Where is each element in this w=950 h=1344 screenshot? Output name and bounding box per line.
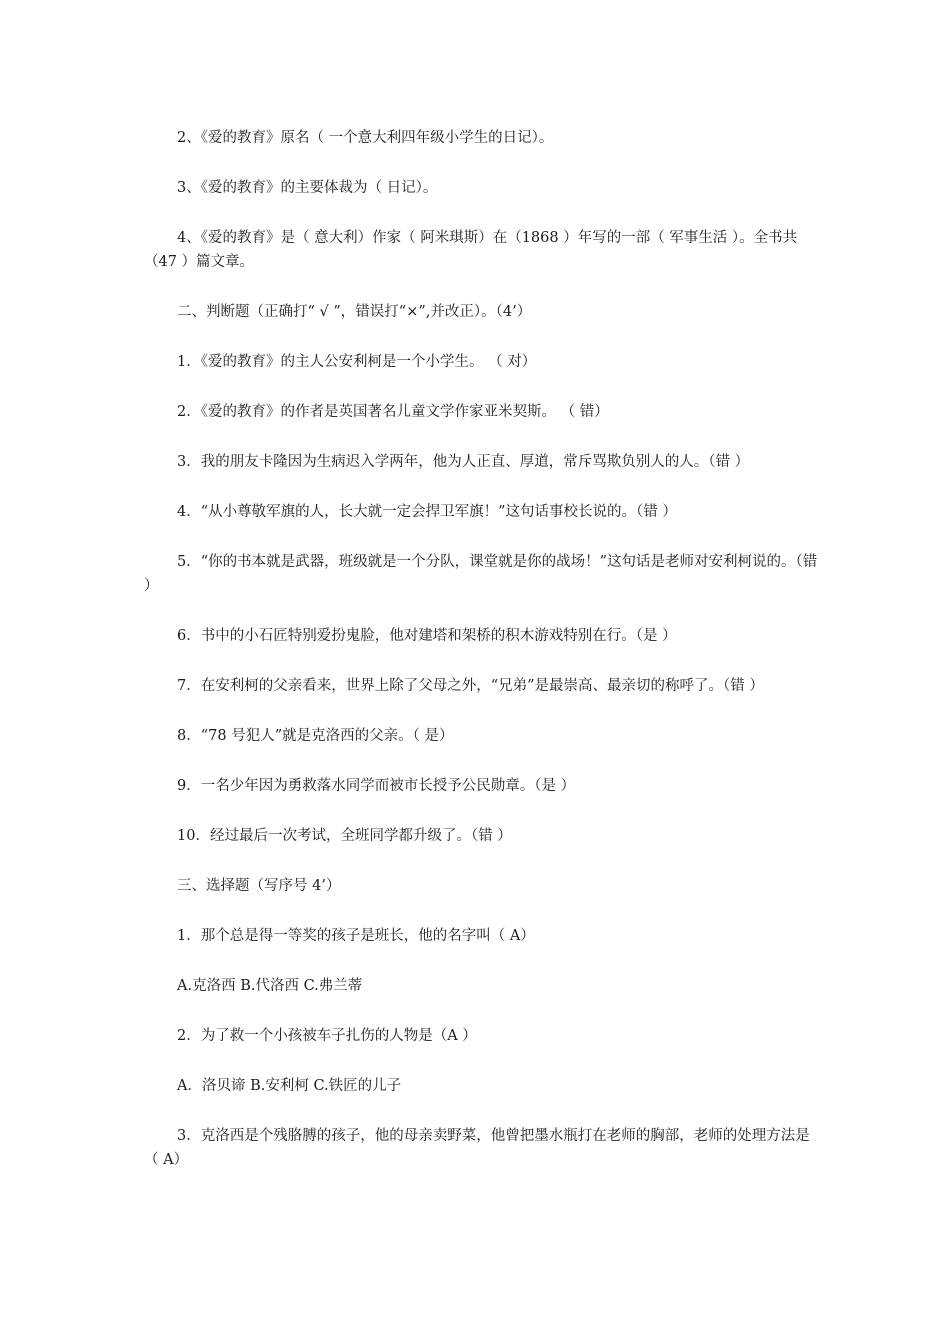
question-mc-2-options: A．洛贝谛 B.安利柯 C.铁匠的儿子 bbox=[177, 1078, 402, 1094]
question-tf-4: 4．“从小尊敬军旗的人，长大就一定会捍卫军旗！”这句话事校长说的。（错 ） bbox=[177, 504, 677, 520]
document-body bbox=[144, 126, 820, 1198]
question-tf-10: 10．经过最后一次考试，全班同学都升级了。（错 ） bbox=[177, 828, 512, 844]
question-mc-1-options: A.克洛西 B.代洛西 C.弗兰蒂 bbox=[177, 978, 363, 994]
question-fill-4: 4、《爱的教育》是（ 意大利）作家（ 阿米琪斯）在（1868 ）年写的一部（ 军事生活 ）。全书共（47 ）篇文章。 bbox=[144, 230, 798, 270]
question-tf-2: 2．《爱的教育》的作者是英国著名儿童文学作家亚米契斯。 （ 错） bbox=[177, 404, 609, 420]
question-tf-3: 3．我的朋友卡隆因为生病迟入学两年，他为人正直、厚道，常斥骂欺负别人的人。（错 ） bbox=[177, 454, 750, 470]
question-tf-1: 1．《爱的教育》的主人公安利柯是一个小学生。 （ 对） bbox=[177, 354, 537, 370]
question-tf-9: 9．一名少年因为勇救落水同学而被市长授予公民勋章。（是 ） bbox=[177, 778, 576, 794]
question-tf-7: 7．在安利柯的父亲看来，世界上除了父母之外，“兄弟”是最崇高、最亲切的称呼了。（错 ） bbox=[177, 678, 764, 694]
question-mc-2: 2．为了救一个小孩被车子扎伤的人物是（A ） bbox=[177, 1028, 477, 1044]
question-tf-8: 8．“78 号犯人”就是克洛西的父亲。（ 是） bbox=[177, 728, 454, 744]
section-heading-multiple-choice: 三、选择题（写序号 4’） bbox=[177, 878, 341, 894]
question-fill-3: 3、《爱的教育》的主要体裁为（ 日记）。 bbox=[177, 180, 438, 196]
question-mc-3: 3．克洛西是个残胳膊的孩子，他的母亲卖野菜，他曾把墨水瓶打在老师的胸部，老师的处理方法是（ A） bbox=[144, 1128, 810, 1168]
question-fill-2: 2、《爱的教育》原名（ 一个意大利四年级小学生的日记）。 bbox=[177, 130, 554, 146]
question-tf-5: 5．“你的书本就是武器，班级就是一个分队，课堂就是你的战场！”这句话是老师对安利柯说的。（错 ） bbox=[144, 554, 818, 594]
question-mc-1: 1．那个总是得一等奖的孩子是班长，他的名字叫（ A） bbox=[177, 928, 535, 944]
question-tf-6: 6．书中的小石匠特别爱扮鬼脸，他对建塔和架桥的积木游戏特别在行。（是 ） bbox=[177, 628, 677, 644]
section-heading-true-false: 二、判断题（正确打“ √ ”，错误打“×”,并改正）。（4’） bbox=[177, 304, 532, 320]
